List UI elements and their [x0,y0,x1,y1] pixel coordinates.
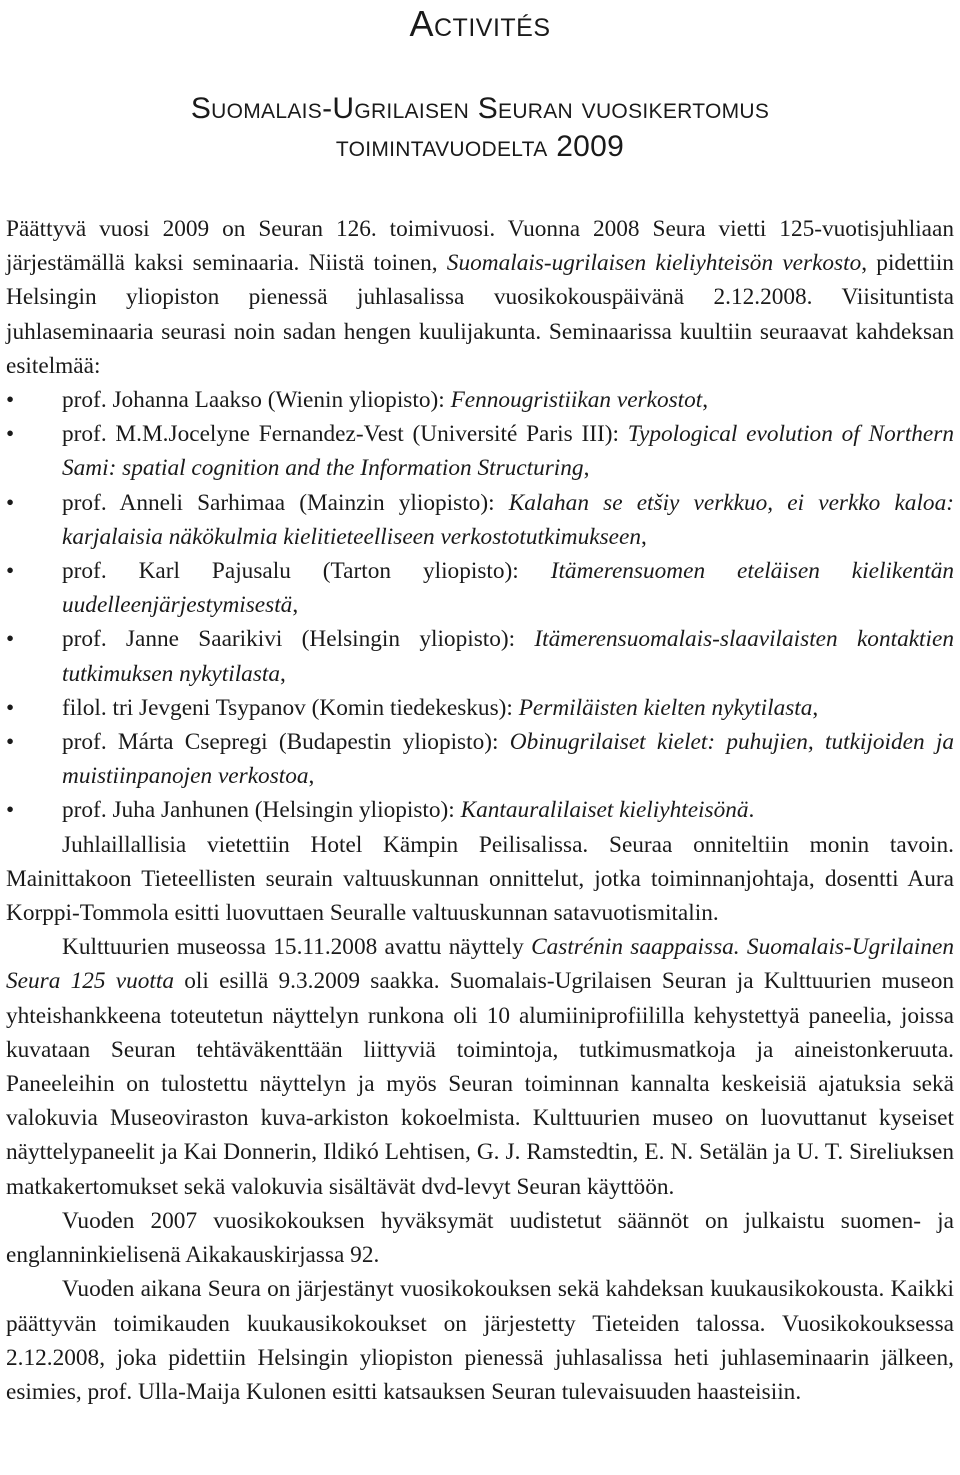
lecture-speaker: filol. tri Jevgeni Tsypanov (Komin tiedekeskus): [62,694,519,721]
lecture-title: Obinugrilaiset kielet: puhujien, tutkijoiden ja muistiinpanojen verkostoa [62,729,954,790]
lecture-speaker: prof. Janne Saarikivi (Helsingin yliopisto): [62,626,535,653]
lecture-punctuation: , [292,592,299,619]
lecture-speaker: prof. Juha Janhunen (Helsingin yliopisto): [62,797,461,824]
lecture-item [6,622,954,690]
lecture-title: Itämerensuomalais-slaavilaisten kontaktien tutkimuksen nykytilasta [62,626,954,687]
intro-paragraph [6,212,954,383]
lecture-item [6,554,954,622]
intro-text-2: , pidettiin Helsingin yliopiston pienessä juhlasalissa vuosikokouspäivänä 2.12.2008. Viisituntista juhlaseminaaria seurasi noin sadan hengen kuulijakunta. Seminaarissa kuultiin seuraavat kahdeksan esitelmää: [6,250,954,379]
lecture-speaker: prof. Márta Csepregi (Budapestin yliopisto): [62,729,510,756]
lecture-title: Fennougristiikan verkostot [450,387,703,414]
lecture-title: Kantauralilaiset kieliyhteisönä [460,797,749,824]
lecture-title: Itämerensuomen eteläisen kielikentän uudelleenjärjestymisestä [62,558,954,619]
exhibition-title: Castrénin saappaissa. Suomalais-Ugrilainen Seura 125 vuotta [6,934,954,995]
lecture-title: Permiläisten kielten nykytilasta [518,694,813,721]
lecture-punctuation: . [748,797,755,824]
lecture-punctuation: , [812,694,819,721]
exhibition-text-2: oli esillä 9.3.2009 saakka. Suomalais-Ugrilaisen Seuran ja Kulttuurien museon yhteishankkeena toteutetun näyttelyn runkona oli 10 alumiiniprofiililla kehystettyä paneelia, joissa kuvataan Seuran tehtäväkenttään liittyviä toimintoja, tutkimusmatkoja ja aineistonkeruuta. Paneeleihin on tulostettu näyttelyn ja myös Seuran toiminnan kannalta keskeisiä ajatuksia sekä valokuvia Museoviraston kuva-arkiston kokoelmista. Kulttuurien museo on luovuttanut kyseiset näyttelypaneelit ja Kai Donnerin, Ildikó Lehtisen, G. J. Ramstedtin, E. N. Setälän ja U. T. Sireliuksen matkakertomukset sekä valokuvia sisältävät dvd-levyt Seuran käyttöön. [6,968,954,1200]
lecture-punctuation: , [308,763,315,790]
lecture-item [6,691,954,725]
lecture-speaker: prof. M.M.Jocelyne Fernandez-Vest (Université Paris III): [62,421,628,448]
lecture-title: Kalahan se etšiy verkkuo, ei verkko kaloa: karjalaisia näkökulmia kielitieteelliseen verkostotutkimukseen [62,489,954,550]
report-title-line-2: toimintavuodelta 2009 [335,130,625,163]
lecture-speaker: prof. Anneli Sarhimaa (Mainzin yliopisto): [62,489,509,516]
lecture-speaker: prof. Karl Pajusalu (Tarton yliopisto): [62,558,551,585]
section-title: Activités [409,3,551,44]
article-body [6,212,954,1409]
dinner-paragraph: Juhlaillallisia vietettiin Hotel Kämpin Peilisalissa. Seuraa onniteltiin monin tavoin. Mainittakoon Tieteellisten seurain valtuuskunnan onnittelut, jotka toiminnanjohtaja, dosentti Aura Korppi-Tommola esitti luovuttaen Seuralle valtuuskunnan satavuotismitalin. [6,831,954,927]
lecture-item [6,725,954,793]
lecture-item [6,417,954,485]
lecture-punctuation: , [583,455,590,482]
lecture-title: Typological evolution of Northern Sami: spatial cognition and the Information Structuring [62,421,954,482]
report-title-line-1: Suomalais-Ugrilaisen Seuran vuosikertomus [190,92,770,125]
seminar-title: Suomalais-ugrilaisen kieliyhteisön verkosto [446,250,862,277]
lecture-speaker: prof. Johanna Laakso (Wienin yliopisto): [62,387,451,414]
lecture-item [6,793,954,827]
exhibition-text-1: Kulttuurien museossa 15.11.2008 avattu näyttely [62,934,532,961]
rules-paragraph: Vuoden 2007 vuosikokouksen hyväksymät uudistetut säännöt on julkaistu suomen- ja englanninkielisenä Aikakauskirjassa 92. [6,1207,954,1269]
meetings-paragraph: Vuoden aikana Seura on järjestänyt vuosikokouksen sekä kahdeksan kuukausikokousta. Kaikki päättyvän toimikauden kuukausikokoukset on järjestetty Tieteiden talossa. Vuosikokouksessa 2.12.2008, joka pidettiin Helsingin yliopiston pienessä juhlasalissa heti juhlaseminaarin jälkeen, esimies, prof. Ulla-Maija Kulonen esitti katsauksen Seuran tulevaisuuden haasteisiin. [6,1276,954,1405]
report-title [6,90,954,166]
lecture-item [6,383,954,417]
lecture-punctuation: , [280,660,286,687]
exhibition-paragraph [6,930,954,1204]
lecture-punctuation: , [702,387,709,414]
intro-text-1: Päättyvä vuosi 2009 on Seuran 126. toimivuosi. Vuonna 2008 Seura vietti 125-vuotisjuhliaan järjestämällä kaksi seminaaria. Niistä toinen, [6,216,954,277]
lecture-punctuation: , [641,523,647,550]
lecture-item [6,486,954,554]
lecture-list [6,383,954,828]
